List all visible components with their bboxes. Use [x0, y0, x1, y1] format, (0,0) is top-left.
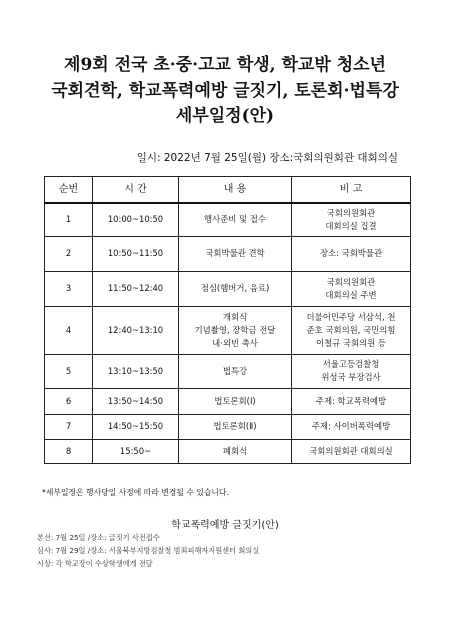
row-note-line: 대회의실 주변	[325, 289, 377, 300]
footnote: *세부일정은 행사당일 사정에 따라 변경될 수 있습니다.	[42, 488, 229, 497]
row-time: 14:50~15:50	[93, 414, 179, 439]
essay-section-title: 학교폭력예방 글짓기(안)	[171, 520, 279, 531]
row-number: 2	[45, 236, 93, 271]
row-time: 12:40~13:10	[93, 306, 179, 354]
header-time: 시 간	[93, 177, 179, 204]
row-content	[179, 354, 292, 388]
row-time: 10:50~11:50	[93, 236, 179, 271]
schedule-table	[44, 176, 411, 464]
row-note-line: 대회의실 집결	[325, 220, 377, 231]
table-row	[45, 388, 411, 414]
row-content	[179, 306, 292, 354]
header-content: 내 용	[179, 177, 292, 204]
table-header-row	[45, 177, 411, 204]
header-note: 비 고	[292, 177, 411, 204]
row-note-line: 더불어민주당 서삼석, 천	[306, 311, 396, 322]
row-time: 15:50~	[93, 439, 179, 463]
row-note-line: 이철규 국회의원 등	[315, 337, 387, 348]
row-number: 7	[45, 414, 93, 439]
row-time: 10:00~10:50	[93, 203, 179, 236]
row-number: 4	[45, 306, 93, 354]
row-content-line: 법토론회(Ⅱ)	[213, 421, 257, 431]
row-note-line: 준호 국회의원, 국민의힘	[306, 324, 396, 335]
event-date-location: 일시: 2022년 7월 25일(월) 장소:국회의원회관 대회의실	[136, 152, 398, 164]
row-number: 5	[45, 354, 93, 388]
row-note-line: 국회의원회관 대회의실	[309, 445, 393, 456]
row-note-line: 국회의원회관	[326, 276, 376, 287]
row-note	[292, 236, 411, 271]
table-row	[45, 414, 411, 439]
row-note	[292, 414, 411, 439]
row-content	[179, 203, 292, 236]
row-content-line: 법토론회(Ⅰ)	[214, 395, 256, 406]
row-content	[179, 271, 292, 306]
row-content-line: 법특강	[222, 365, 248, 376]
row-number: 3	[45, 271, 93, 306]
row-content	[179, 236, 292, 271]
essay-info-line: 시상: 각 학교장이 수상학생에게 전달	[37, 559, 153, 568]
row-content	[179, 439, 292, 463]
table-row	[45, 236, 411, 271]
row-time: 13:50~14:50	[93, 388, 179, 414]
essay-info-line: 본선: 7월 25일 /장소: 글짓기 사전접수	[37, 533, 160, 542]
row-number: 6	[45, 388, 93, 414]
row-note-line: 서울고등검찰청	[322, 359, 380, 369]
row-note	[292, 439, 411, 463]
row-content-line: 국회박물관 견학	[205, 248, 265, 258]
row-note	[292, 203, 411, 236]
row-time: 13:10~13:50	[93, 354, 179, 388]
row-note-line: 주제: 학교폭력예방	[315, 395, 387, 406]
row-number: 8	[45, 439, 93, 463]
table-row	[45, 271, 411, 306]
row-note-line: 장소: 국회박물관	[319, 248, 383, 258]
row-content-line: 점심(햄버거, 음료)	[200, 283, 270, 293]
row-note-line: 주제: 사이버폭력예방	[311, 421, 391, 431]
row-note	[292, 388, 411, 414]
header-no: 순번	[45, 177, 93, 204]
row-note-line: 위성국 부장검사	[321, 372, 381, 382]
row-note	[292, 306, 411, 354]
title-line-1: 제9회 전국 초·중·고교 학생, 학교밖 청소년	[64, 55, 386, 75]
row-content-line: 폐회식	[222, 445, 248, 456]
row-time: 11:50~12:40	[93, 271, 179, 306]
title-line-2: 국회견학, 학교폭력예방 글짓기, 토론회·법특강	[51, 81, 399, 101]
row-note-line: 국회의원회관	[326, 207, 376, 218]
row-content-line: 행사준비 및 접수	[204, 214, 266, 225]
row-note	[292, 271, 411, 306]
title-line-3: 세부일정(안)	[175, 106, 275, 126]
row-content	[179, 414, 292, 439]
row-content-line: 내·외빈 축사	[212, 337, 258, 348]
row-note	[292, 354, 411, 388]
row-content-line: 기념촬영, 장학금 전달	[194, 324, 276, 335]
table-row	[45, 354, 411, 388]
row-content	[179, 388, 292, 414]
essay-info-line: 심사: 7월 29일 /장소: 서울북부지방검찰청 범죄피해자지원센터 회의실	[37, 546, 260, 555]
table-row	[45, 306, 411, 354]
table-row	[45, 203, 411, 236]
row-content-line: 개회식	[222, 311, 248, 322]
table-row	[45, 439, 411, 463]
row-number: 1	[45, 203, 93, 236]
